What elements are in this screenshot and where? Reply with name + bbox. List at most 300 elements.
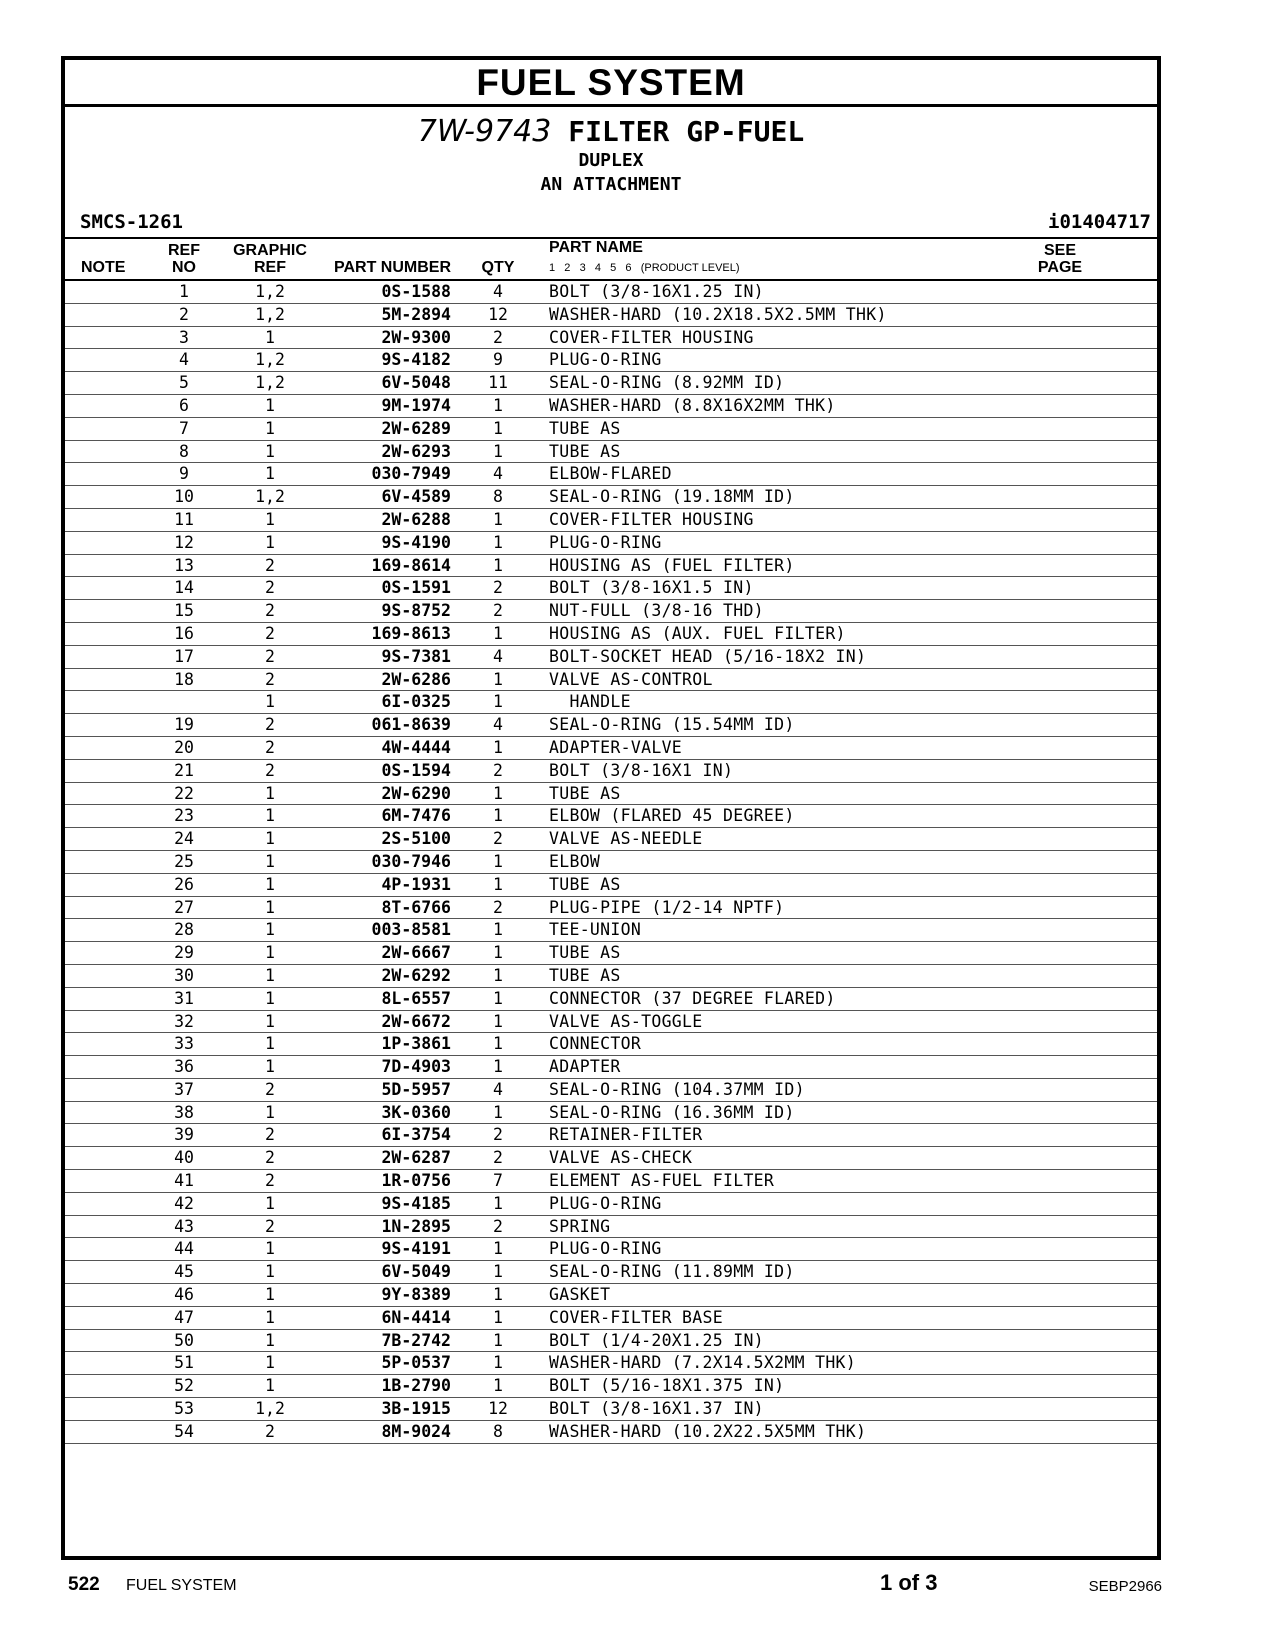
cell-qty: 1 xyxy=(493,1102,503,1122)
cell-qty: 1 xyxy=(493,943,503,963)
cell-part-number: 6N-4414 xyxy=(381,1307,451,1327)
table-row xyxy=(65,1398,1157,1421)
cell-part-name: TUBE AS xyxy=(549,441,621,461)
cell-ref-no: 40 xyxy=(174,1148,194,1168)
cell-ref-no: 27 xyxy=(174,897,194,917)
cell-graphic-ref: 1 xyxy=(265,943,275,963)
cell-part-number: 7D-4903 xyxy=(381,1057,451,1077)
cell-part-name: ELBOW (FLARED 45 DEGREE) xyxy=(549,806,795,826)
cell-ref-no: 22 xyxy=(174,783,194,803)
cell-graphic-ref: 1 xyxy=(265,1307,275,1327)
cell-ref-no: 53 xyxy=(174,1399,194,1419)
cell-part-name: CONNECTOR xyxy=(549,1034,642,1054)
cell-qty: 1 xyxy=(493,1307,503,1327)
header-see-bottom: PAGE xyxy=(1037,259,1083,276)
cell-qty: 1 xyxy=(493,1011,503,1031)
cell-part-number: 030-7949 xyxy=(371,464,451,484)
cell-part-number: 1N-2895 xyxy=(381,1216,451,1236)
cell-part-number: 8M-9024 xyxy=(381,1421,451,1441)
cell-qty: 11 xyxy=(488,373,508,393)
cell-part-name: ADAPTER xyxy=(549,1057,621,1077)
cell-part-number: 1R-0756 xyxy=(381,1171,451,1191)
cell-part-number: 0S-1594 xyxy=(381,760,451,780)
cell-ref-no: 7 xyxy=(179,418,189,438)
cell-qty: 1 xyxy=(493,395,503,415)
table-row xyxy=(65,942,1157,965)
cell-ref-no: 12 xyxy=(174,532,194,552)
cell-graphic-ref: 2 xyxy=(265,1171,275,1191)
cell-graphic-ref: 1 xyxy=(265,1057,275,1077)
cell-part-number: 9S-4191 xyxy=(381,1239,451,1259)
table-row xyxy=(65,304,1157,327)
cell-ref-no: 4 xyxy=(179,350,189,370)
cell-ref-no: 37 xyxy=(174,1079,194,1099)
table-row xyxy=(65,577,1157,600)
cell-part-name: BOLT (3/8-16X1.25 IN) xyxy=(549,282,764,301)
cell-qty: 2 xyxy=(493,829,503,849)
table-row xyxy=(65,1033,1157,1056)
cell-ref-no: 29 xyxy=(174,943,194,963)
cell-qty: 4 xyxy=(493,1079,503,1099)
cell-ref-no: 9 xyxy=(179,464,189,484)
cell-ref-no: 42 xyxy=(174,1193,194,1213)
table-row xyxy=(65,1238,1157,1261)
cell-qty: 2 xyxy=(493,1216,503,1236)
table-row xyxy=(65,532,1157,555)
cell-graphic-ref: 1 xyxy=(265,874,275,894)
cell-part-number: 4P-1931 xyxy=(381,874,451,894)
cell-graphic-ref: 2 xyxy=(265,1216,275,1236)
cell-graphic-ref: 1 xyxy=(265,1330,275,1350)
cell-part-name: PLUG-O-RING xyxy=(549,1239,662,1259)
cell-graphic-ref: 1 xyxy=(265,1102,275,1122)
cell-part-number: 3B-1915 xyxy=(381,1399,451,1419)
cell-part-number: 4W-4444 xyxy=(381,737,451,757)
cell-graphic-ref: 1 xyxy=(265,1239,275,1259)
cell-qty: 1 xyxy=(493,1239,503,1259)
cell-part-number: 2W-6288 xyxy=(381,509,451,529)
cell-part-name: SEAL-O-RING (11.89MM ID) xyxy=(549,1262,795,1282)
cell-qty: 1 xyxy=(493,623,503,643)
cell-qty: 1 xyxy=(493,737,503,757)
table-row xyxy=(65,1307,1157,1330)
cell-graphic-ref: 1 xyxy=(265,920,275,940)
smcs-code: SMCS-1261 xyxy=(80,211,183,233)
table-row xyxy=(65,783,1157,806)
cell-ref-no: 10 xyxy=(174,487,194,507)
table-row xyxy=(65,897,1157,920)
footer-page-of: 1 of 3 xyxy=(880,1570,938,1595)
cell-part-number: 2W-9300 xyxy=(381,327,451,347)
cell-qty: 1 xyxy=(493,1034,503,1054)
parts-table-body xyxy=(65,281,1157,1444)
cell-part-number: 2W-6667 xyxy=(381,943,451,963)
cell-ref-no: 13 xyxy=(174,555,194,575)
smcs-row xyxy=(65,207,1157,237)
cell-graphic-ref: 1 xyxy=(265,1353,275,1373)
cell-qty: 12 xyxy=(488,1399,508,1419)
cell-graphic-ref: 1 xyxy=(265,509,275,529)
cell-part-number: 169-8614 xyxy=(371,555,451,575)
cell-graphic-ref: 1,2 xyxy=(255,373,285,393)
table-row xyxy=(65,349,1157,372)
table-row xyxy=(65,1421,1157,1444)
table-row xyxy=(65,1193,1157,1216)
table-row xyxy=(65,874,1157,897)
cell-part-name: PLUG-O-RING xyxy=(549,1193,662,1213)
cell-part-number: 9S-4190 xyxy=(381,532,451,552)
cell-part-number: 5M-2894 xyxy=(381,304,451,324)
table-row xyxy=(65,1261,1157,1284)
cell-graphic-ref: 1 xyxy=(265,464,275,484)
cell-part-name: HOUSING AS (AUX. FUEL FILTER) xyxy=(549,623,846,643)
cell-part-number: 9M-1974 xyxy=(381,395,451,415)
table-row xyxy=(65,1056,1157,1079)
cell-qty: 12 xyxy=(488,304,508,324)
cell-qty: 2 xyxy=(493,1125,503,1145)
group-subtitle-2: AN ATTACHMENT xyxy=(540,174,682,195)
table-row xyxy=(65,691,1157,714)
cell-qty: 1 xyxy=(493,418,503,438)
cell-ref-no: 30 xyxy=(174,965,194,985)
cell-ref-no: 16 xyxy=(174,623,194,643)
cell-part-name: NUT-FULL (3/8-16 THD) xyxy=(549,601,764,621)
table-row xyxy=(65,1375,1157,1398)
cell-qty: 1 xyxy=(493,692,503,712)
cell-graphic-ref: 2 xyxy=(265,1421,275,1441)
cell-part-number: 6V-4589 xyxy=(381,487,451,507)
header-ref-bottom: NO xyxy=(172,259,196,276)
cell-graphic-ref: 2 xyxy=(265,578,275,598)
cell-qty: 2 xyxy=(493,327,503,347)
cell-ref-no: 11 xyxy=(174,509,194,529)
cell-graphic-ref: 1 xyxy=(265,532,275,552)
cell-graphic-ref: 2 xyxy=(265,737,275,757)
cell-qty: 1 xyxy=(493,509,503,529)
table-row xyxy=(65,372,1157,395)
cell-part-number: 9S-7381 xyxy=(381,646,451,666)
cell-graphic-ref: 2 xyxy=(265,715,275,735)
cell-part-number: 7B-2742 xyxy=(381,1330,451,1350)
table-row xyxy=(65,418,1157,441)
cell-qty: 7 xyxy=(493,1171,503,1191)
cell-qty: 1 xyxy=(493,1376,503,1396)
cell-ref-no: 47 xyxy=(174,1307,194,1327)
cell-part-name: BOLT (1/4-20X1.25 IN) xyxy=(549,1330,764,1350)
cell-part-name: BOLT (3/8-16X1.37 IN) xyxy=(549,1399,764,1419)
table-row xyxy=(65,1284,1157,1307)
cell-qty: 9 xyxy=(493,350,503,370)
cell-graphic-ref: 1 xyxy=(265,395,275,415)
header-see-top: SEE xyxy=(1043,242,1076,259)
cell-graphic-ref: 2 xyxy=(265,601,275,621)
cell-graphic-ref: 2 xyxy=(265,669,275,689)
cell-qty: 1 xyxy=(493,441,503,461)
cell-graphic-ref: 1 xyxy=(265,441,275,461)
cell-qty: 2 xyxy=(493,601,503,621)
cell-graphic-ref: 1,2 xyxy=(255,487,285,507)
cell-ref-no: 39 xyxy=(174,1125,194,1145)
table-row xyxy=(65,509,1157,532)
cell-graphic-ref: 2 xyxy=(265,646,275,666)
header-part-number: PART NUMBER xyxy=(333,259,451,276)
cell-graphic-ref: 1 xyxy=(265,1193,275,1213)
table-row xyxy=(65,486,1157,509)
cell-part-number: 2W-6286 xyxy=(381,669,451,689)
cell-part-name: COVER-FILTER HOUSING xyxy=(549,327,754,347)
cell-part-number: 5P-0537 xyxy=(381,1353,451,1373)
cell-ref-no: 17 xyxy=(174,646,194,666)
cell-qty: 1 xyxy=(493,874,503,894)
table-row xyxy=(65,1102,1157,1125)
cell-qty: 1 xyxy=(493,555,503,575)
table-row xyxy=(65,281,1157,304)
header-ref-top: REF xyxy=(168,242,200,259)
cell-ref-no: 26 xyxy=(174,874,194,894)
cell-part-name: VALVE AS-CONTROL xyxy=(549,669,713,689)
table-row xyxy=(65,1352,1157,1375)
cell-graphic-ref: 1 xyxy=(265,988,275,1008)
header-part-name: PART NAME xyxy=(549,239,643,256)
cell-part-number: 030-7946 xyxy=(371,851,451,871)
cell-part-name: GASKET xyxy=(549,1285,611,1305)
cell-graphic-ref: 1,2 xyxy=(255,1399,285,1419)
table-row xyxy=(65,646,1157,669)
cell-qty: 1 xyxy=(493,532,503,552)
table-row xyxy=(65,737,1157,760)
cell-ref-no: 36 xyxy=(174,1057,194,1077)
cell-qty: 2 xyxy=(493,578,503,598)
table-row xyxy=(65,441,1157,464)
cell-graphic-ref: 2 xyxy=(265,760,275,780)
cell-ref-no: 8 xyxy=(179,441,189,461)
cell-ref-no: 23 xyxy=(174,806,194,826)
cell-qty: 1 xyxy=(493,806,503,826)
cell-part-name: WASHER-HARD (10.2X18.5X2.5MM THK) xyxy=(549,304,887,324)
header-note: NOTE xyxy=(81,259,126,276)
table-row xyxy=(65,805,1157,828)
cell-ref-no: 45 xyxy=(174,1262,194,1282)
cell-qty: 1 xyxy=(493,1353,503,1373)
footer-doc-id: SEBP2966 xyxy=(1088,1578,1162,1595)
cell-ref-no: 28 xyxy=(174,920,194,940)
table-row xyxy=(65,965,1157,988)
cell-part-name: HANDLE xyxy=(549,692,631,712)
cell-qty: 1 xyxy=(493,920,503,940)
cell-graphic-ref: 1,2 xyxy=(255,304,285,324)
cell-part-name: VALVE AS-TOGGLE xyxy=(549,1011,703,1031)
cell-graphic-ref: 2 xyxy=(265,1148,275,1168)
cell-part-number: 6I-0325 xyxy=(381,692,451,712)
cell-graphic-ref: 2 xyxy=(265,623,275,643)
cell-part-name: ELEMENT AS-FUEL FILTER xyxy=(549,1171,775,1191)
cell-part-name: SEAL-O-RING (19.18MM ID) xyxy=(549,487,795,507)
group-part-number: 7W-9743 xyxy=(417,114,552,149)
cell-graphic-ref: 2 xyxy=(265,1125,275,1145)
table-row xyxy=(65,1079,1157,1102)
cell-part-name: PLUG-O-RING xyxy=(549,350,662,370)
cell-part-name: BOLT (3/8-16X1 IN) xyxy=(549,760,734,780)
cell-part-name: WASHER-HARD (7.2X14.5X2MM THK) xyxy=(549,1353,857,1373)
cell-ref-no: 1 xyxy=(179,282,189,301)
cell-part-number: 2W-6289 xyxy=(381,418,451,438)
cell-part-number: 9S-4182 xyxy=(381,350,451,370)
cell-ref-no: 31 xyxy=(174,988,194,1008)
cell-part-number: 003-8581 xyxy=(371,920,451,940)
cell-graphic-ref: 1 xyxy=(265,965,275,985)
cell-part-number: 6V-5048 xyxy=(381,373,451,393)
cell-qty: 2 xyxy=(493,760,503,780)
table-row xyxy=(65,1330,1157,1353)
table-row xyxy=(65,1216,1157,1239)
cell-ref-no: 43 xyxy=(174,1216,194,1236)
cell-part-name: BOLT (3/8-16X1.5 IN) xyxy=(549,578,754,598)
cell-part-name: WASHER-HARD (8.8X16X2MM THK) xyxy=(549,395,836,415)
cell-ref-no: 44 xyxy=(174,1239,194,1259)
footer-section: FUEL SYSTEM xyxy=(126,1577,237,1594)
cell-part-number: 2S-5100 xyxy=(381,829,451,849)
cell-ref-no: 24 xyxy=(174,829,194,849)
cell-qty: 1 xyxy=(493,988,503,1008)
cell-part-number: 6I-3754 xyxy=(381,1125,451,1145)
cell-ref-no: 5 xyxy=(179,373,189,393)
cell-qty: 1 xyxy=(493,1330,503,1350)
cell-part-name: ADAPTER-VALVE xyxy=(549,737,683,757)
table-row xyxy=(65,600,1157,623)
cell-part-name: CONNECTOR (37 DEGREE FLARED) xyxy=(549,988,836,1008)
cell-qty: 2 xyxy=(493,1148,503,1168)
cell-graphic-ref: 1 xyxy=(265,418,275,438)
cell-graphic-ref: 1 xyxy=(265,806,275,826)
cell-part-name: SEAL-O-RING (15.54MM ID) xyxy=(549,715,795,735)
cell-ref-no: 6 xyxy=(179,395,189,415)
table-row xyxy=(65,828,1157,851)
table-row xyxy=(65,1147,1157,1170)
cell-graphic-ref: 1 xyxy=(265,327,275,347)
cell-part-name: HOUSING AS (FUEL FILTER) xyxy=(549,555,795,575)
cell-graphic-ref: 2 xyxy=(265,1079,275,1099)
footer-page-number: 522 xyxy=(68,1574,100,1595)
cell-part-name: TUBE AS xyxy=(549,418,621,438)
table-row xyxy=(65,714,1157,737)
cell-part-number: 9Y-8389 xyxy=(381,1285,451,1305)
table-row xyxy=(65,988,1157,1011)
cell-graphic-ref: 1,2 xyxy=(255,282,285,301)
cell-ref-no: 52 xyxy=(174,1376,194,1396)
cell-part-name: SEAL-O-RING (8.92MM ID) xyxy=(549,373,785,393)
cell-qty: 1 xyxy=(493,783,503,803)
cell-qty: 8 xyxy=(493,1421,503,1441)
table-row xyxy=(65,1124,1157,1147)
cell-qty: 1 xyxy=(493,1262,503,1282)
cell-part-name: SEAL-O-RING (104.37MM ID) xyxy=(549,1079,805,1099)
table-header xyxy=(65,237,1157,281)
cell-qty: 1 xyxy=(493,965,503,985)
page-frame xyxy=(61,56,1161,1560)
table-row xyxy=(65,327,1157,350)
table-row xyxy=(65,623,1157,646)
cell-qty: 4 xyxy=(493,646,503,666)
cell-part-number: 3K-0360 xyxy=(381,1102,451,1122)
cell-ref-no: 25 xyxy=(174,851,194,871)
cell-part-name: TEE-UNION xyxy=(549,920,642,940)
cell-graphic-ref: 2 xyxy=(265,555,275,575)
cell-graphic-ref: 1 xyxy=(265,1034,275,1054)
cell-qty: 1 xyxy=(493,1193,503,1213)
cell-part-number: 169-8613 xyxy=(371,623,451,643)
cell-qty: 1 xyxy=(493,669,503,689)
cell-ref-no: 46 xyxy=(174,1285,194,1305)
cell-part-number: 5D-5957 xyxy=(381,1079,451,1099)
cell-graphic-ref: 1 xyxy=(265,851,275,871)
cell-part-name: VALVE AS-NEEDLE xyxy=(549,829,703,849)
header-qty: QTY xyxy=(481,259,515,276)
cell-qty: 1 xyxy=(493,851,503,871)
cell-part-number: 1P-3861 xyxy=(381,1034,451,1054)
cell-part-name: TUBE AS xyxy=(549,943,621,963)
cell-qty: 4 xyxy=(493,464,503,484)
table-row xyxy=(65,555,1157,578)
cell-part-name: TUBE AS xyxy=(549,874,621,894)
cell-graphic-ref: 1 xyxy=(265,692,275,712)
cell-ref-no: 15 xyxy=(174,601,194,621)
cell-part-number: 9S-4185 xyxy=(381,1193,451,1213)
cell-part-name: COVER-FILTER HOUSING xyxy=(549,509,754,529)
cell-graphic-ref: 1,2 xyxy=(255,350,285,370)
cell-qty: 2 xyxy=(493,897,503,917)
cell-part-name: BOLT (5/16-18X1.375 IN) xyxy=(549,1376,785,1396)
cell-qty: 1 xyxy=(493,1285,503,1305)
group-name: FILTER GP-FUEL xyxy=(568,115,805,148)
cell-part-number: 2W-6287 xyxy=(381,1148,451,1168)
cell-ref-no: 14 xyxy=(174,578,194,598)
cell-part-number: 1B-2790 xyxy=(381,1376,451,1396)
table-row xyxy=(65,919,1157,942)
cell-part-number: 061-8639 xyxy=(371,715,451,735)
cell-part-name: PLUG-PIPE (1/2-14 NPTF) xyxy=(549,897,785,917)
cell-graphic-ref: 1 xyxy=(265,829,275,849)
cell-part-number: 6V-5049 xyxy=(381,1262,451,1282)
cell-part-name: TUBE AS xyxy=(549,783,621,803)
header-graphic-bottom: REF xyxy=(254,259,286,276)
cell-graphic-ref: 1 xyxy=(265,1376,275,1396)
cell-part-name: COVER-FILTER BASE xyxy=(549,1307,723,1327)
cell-ref-no: 38 xyxy=(174,1102,194,1122)
header-graphic-top: GRAPHIC xyxy=(233,242,307,259)
cell-ref-no: 51 xyxy=(174,1353,194,1373)
table-row xyxy=(65,669,1157,692)
page-footer xyxy=(68,1570,1162,1600)
cell-ref-no: 54 xyxy=(174,1421,194,1441)
cell-part-name: ELBOW xyxy=(549,851,601,871)
cell-part-number: 2W-6292 xyxy=(381,965,451,985)
cell-part-name: TUBE AS xyxy=(549,965,621,985)
group-title xyxy=(65,115,1157,149)
cell-graphic-ref: 1 xyxy=(265,897,275,917)
cell-part-name: PLUG-O-RING xyxy=(549,532,662,552)
header-product-level: 1 2 3 4 5 6 (PRODUCT LEVEL) xyxy=(549,262,740,274)
cell-ref-no: 33 xyxy=(174,1034,194,1054)
table-row xyxy=(65,1170,1157,1193)
cell-graphic-ref: 1 xyxy=(265,783,275,803)
cell-part-number: 2W-6290 xyxy=(381,783,451,803)
cell-part-number: 2W-6293 xyxy=(381,441,451,461)
cell-graphic-ref: 1 xyxy=(265,1262,275,1282)
cell-graphic-ref: 1 xyxy=(265,1285,275,1305)
cell-ref-no: 18 xyxy=(174,669,194,689)
cell-part-name: WASHER-HARD (10.2X22.5X5MM THK) xyxy=(549,1421,867,1441)
section-title: FUEL SYSTEM xyxy=(65,60,1157,107)
